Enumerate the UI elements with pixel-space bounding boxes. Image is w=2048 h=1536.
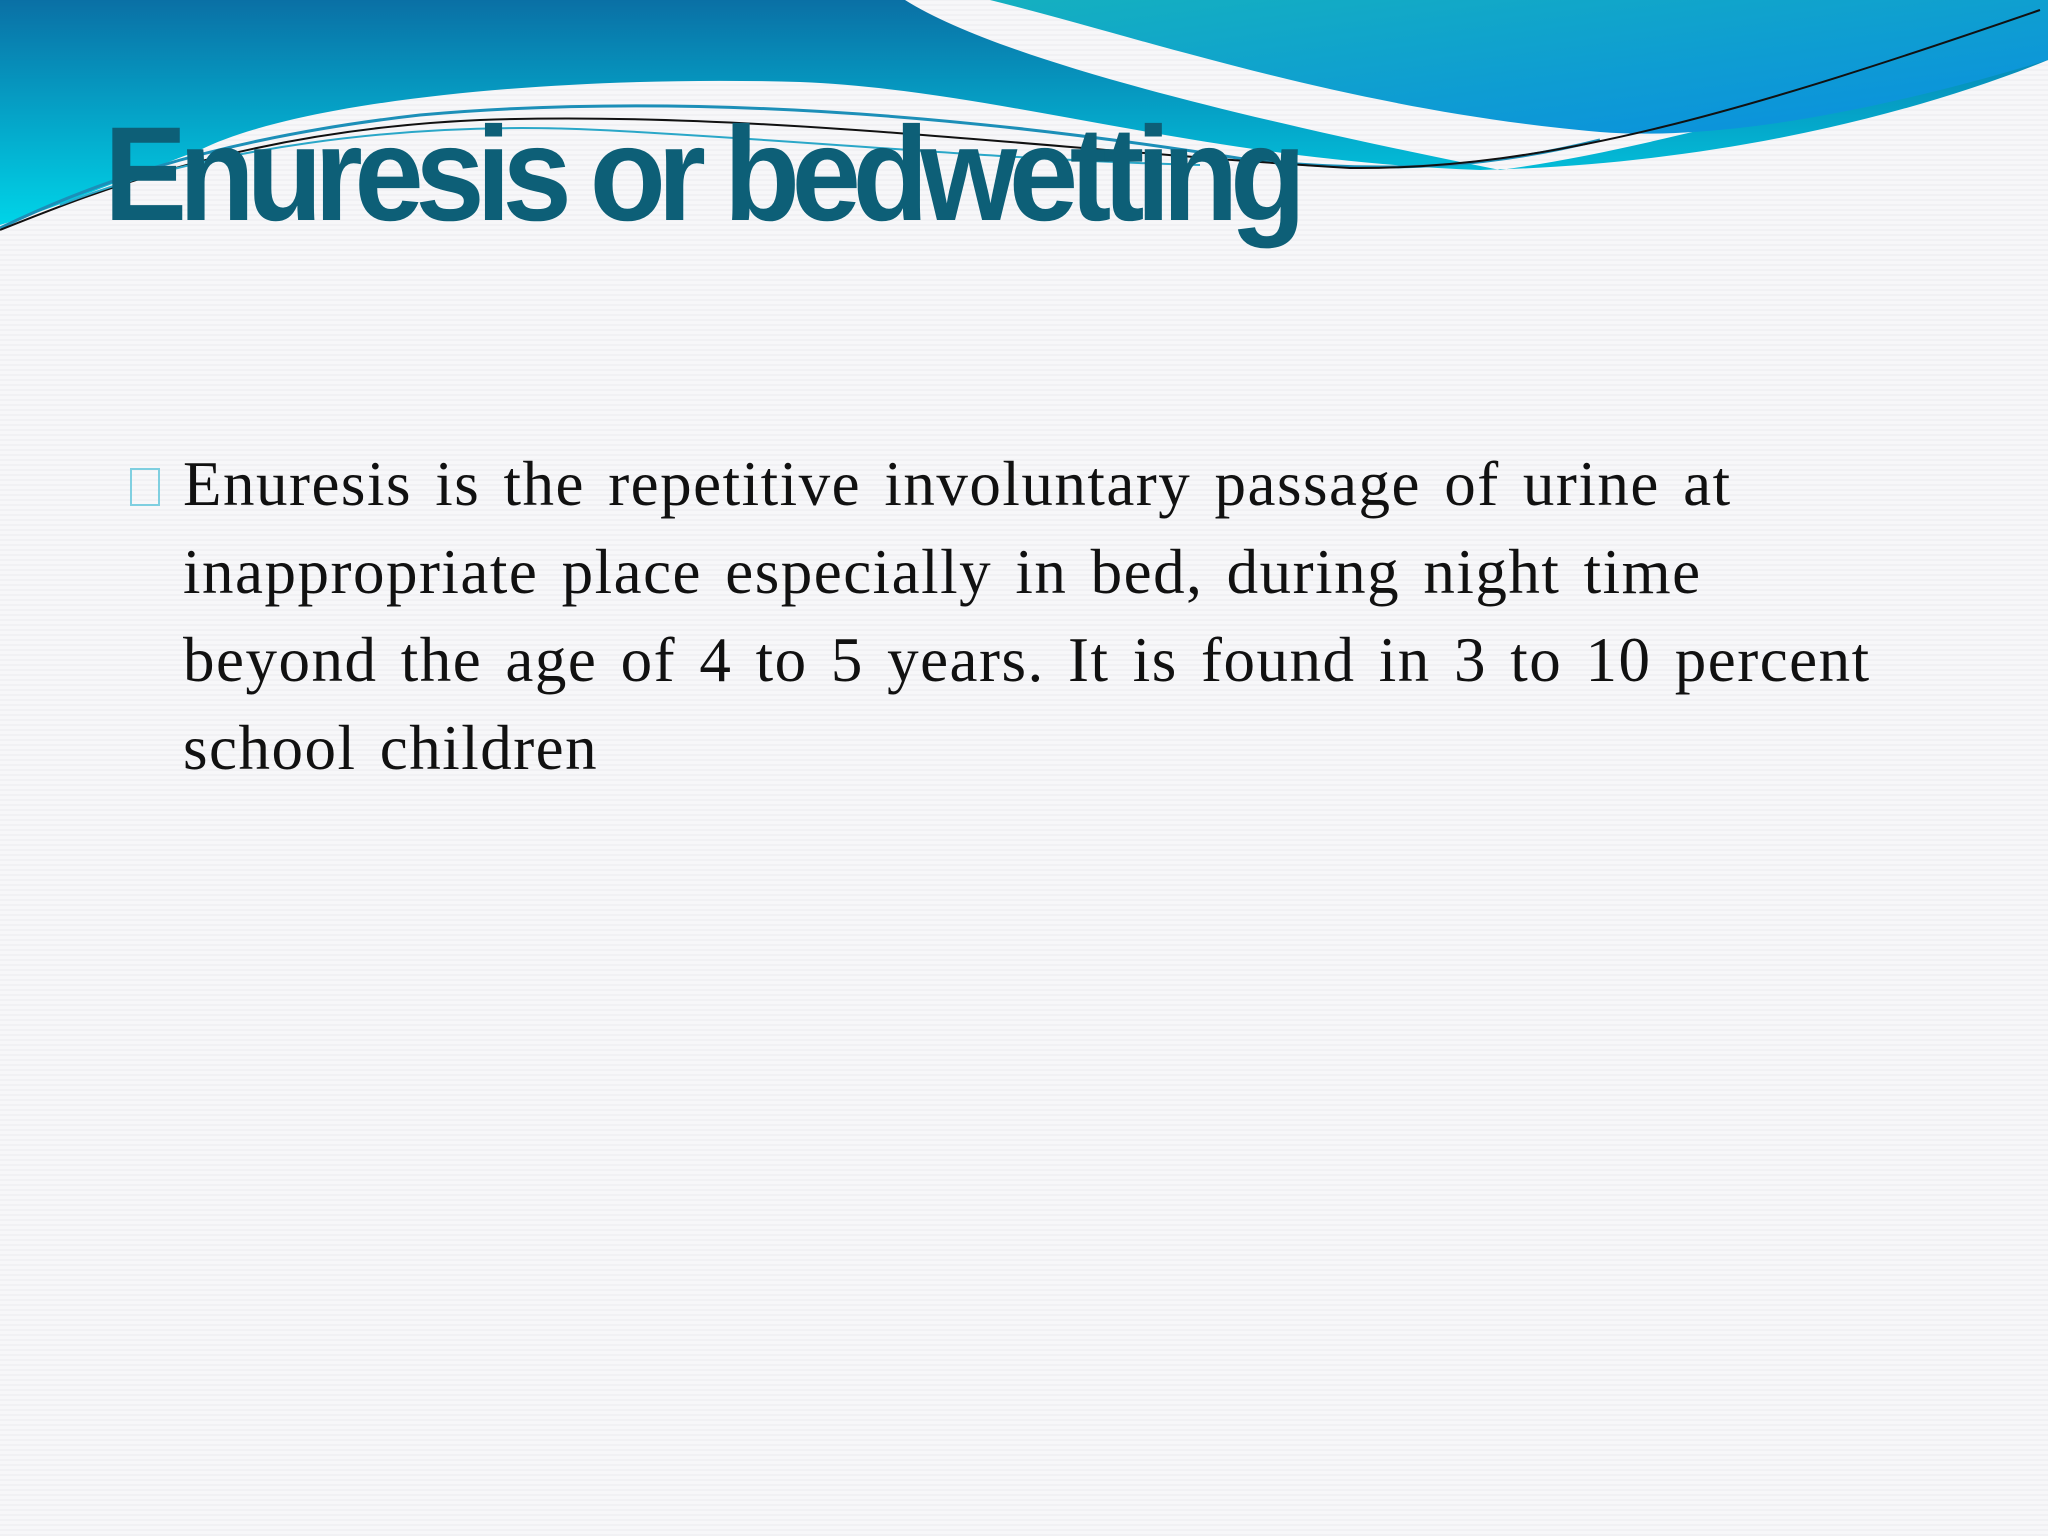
bullet-item (130, 440, 1890, 792)
slide-title: Enuresis or bedwetting (104, 100, 1298, 249)
slide-body (130, 440, 1890, 792)
bullet-text: Enuresis is the repetitive involuntary passage of urine at inappropriate place especially in bed, during night time beyond the age of 4 to 5 years. It is found in 3 to 10 percent school children (183, 449, 1871, 783)
bullet-icon (130, 468, 160, 506)
